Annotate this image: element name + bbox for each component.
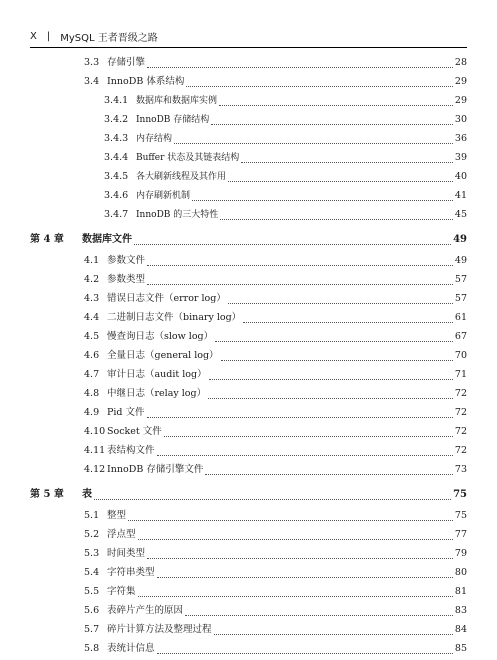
toc-entry[interactable] — [0, 253, 497, 269]
toc-title: 字符集 — [107, 586, 136, 597]
toc-title: InnoDB 存储引擎文件 — [107, 464, 204, 475]
toc-page-number: 85 — [454, 643, 467, 654]
toc-number: 5.1 — [84, 510, 100, 521]
toc-title: 数据库文件 — [82, 234, 132, 245]
toc-leader-dots — [157, 577, 453, 578]
toc-leader-dots — [228, 181, 453, 182]
toc-entry[interactable] — [0, 112, 497, 128]
toc-page-number: 61 — [454, 312, 467, 323]
toc-page-number: 75 — [453, 489, 467, 500]
toc-number: 5.3 — [84, 548, 100, 559]
toc-leader-dots — [214, 634, 453, 635]
toc-number: 3.4 — [84, 76, 100, 87]
toc-page-number: 79 — [454, 548, 467, 559]
toc-number: 4.9 — [84, 407, 100, 418]
header-separator: | — [46, 30, 51, 42]
toc-title: 慢查询日志（slow log） — [107, 331, 214, 342]
toc-entry[interactable] — [0, 508, 497, 524]
toc-entry[interactable] — [0, 443, 497, 459]
header-rule — [30, 47, 467, 48]
toc-leader-dots — [147, 284, 453, 285]
toc-number: 5.8 — [84, 643, 100, 654]
toc-number: 4.6 — [84, 350, 100, 361]
toc-number: 3.4.3 — [104, 133, 129, 144]
toc-number: 4.11 — [84, 445, 106, 456]
toc-page-number: 39 — [454, 152, 467, 163]
toc-number: 4.7 — [84, 369, 100, 380]
toc-title: 整型 — [107, 510, 127, 521]
toc-page-number: 49 — [453, 234, 467, 245]
toc-number: 4.10 — [84, 426, 106, 437]
toc-entry[interactable] — [0, 55, 497, 71]
page-marker: X — [30, 30, 37, 42]
toc-number: 4.8 — [84, 388, 100, 399]
toc-entry[interactable] — [0, 584, 497, 600]
toc-title: InnoDB 存储结构 — [136, 115, 210, 125]
book-title: MySQL 王者晋级之路 — [60, 32, 158, 44]
toc-number: 第 5 章 — [30, 489, 64, 500]
toc-title: 内存结构 — [136, 134, 173, 144]
toc-page-number: 71 — [454, 369, 467, 380]
toc-page-number: 28 — [454, 57, 467, 68]
toc-title: 数据库和数据库实例 — [136, 96, 218, 106]
toc-title: 表碎片产生的原因 — [107, 605, 184, 616]
toc-entry[interactable] — [0, 93, 497, 109]
toc-entry[interactable] — [0, 424, 497, 440]
toc-entry[interactable] — [0, 348, 497, 364]
toc-title: InnoDB 的三大特性 — [136, 210, 219, 220]
toc-page-number: 29 — [454, 95, 467, 106]
toc-entry[interactable] — [0, 272, 497, 288]
toc-leader-dots — [157, 455, 453, 456]
toc-leader-dots — [228, 303, 453, 304]
toc-page-number: 36 — [454, 133, 467, 144]
toc-number: 4.5 — [84, 331, 100, 342]
toc-page-number: 80 — [454, 567, 467, 578]
toc-page-number: 75 — [454, 510, 467, 521]
toc-number: 5.5 — [84, 586, 100, 597]
toc-chapter[interactable] — [0, 232, 497, 248]
toc-leader-dots — [157, 653, 453, 654]
toc-page-number: 72 — [454, 388, 467, 399]
toc-leader-dots — [243, 322, 453, 323]
toc-title: 表结构文件 — [107, 445, 155, 456]
toc-page-number: 49 — [454, 255, 467, 266]
toc-entry[interactable] — [0, 565, 497, 581]
toc-title: 中继日志（relay log） — [107, 388, 207, 399]
toc-entry[interactable] — [0, 405, 497, 421]
toc-entry[interactable] — [0, 462, 497, 478]
toc-page-number: 67 — [454, 331, 467, 342]
toc-leader-dots — [128, 520, 453, 521]
toc-page-number: 57 — [454, 293, 467, 304]
toc-title: 二进制日志文件（binary log） — [107, 312, 242, 323]
toc-title: Pid 文件 — [107, 407, 145, 418]
toc-leader-dots — [138, 596, 453, 597]
toc-entry[interactable] — [0, 367, 497, 383]
toc-leader-dots — [215, 341, 453, 342]
page-header — [30, 27, 467, 45]
toc-leader-dots — [208, 398, 453, 399]
toc-entry[interactable] — [0, 386, 497, 402]
toc-entry[interactable] — [0, 329, 497, 345]
toc-title: 存储引擎 — [107, 57, 146, 68]
toc-title: 碎片计算方法及整理过程 — [107, 624, 212, 635]
toc-leader-dots — [147, 558, 453, 559]
toc-leader-dots — [138, 539, 453, 540]
toc-title: Buffer 状态及其链表结构 — [136, 153, 240, 163]
toc-number: 第 4 章 — [30, 234, 64, 245]
toc-page-number: 45 — [454, 209, 467, 220]
toc-leader-dots — [186, 86, 453, 87]
toc-page-number: 72 — [454, 445, 467, 456]
toc-entry[interactable] — [0, 527, 497, 543]
toc-leader-dots — [220, 219, 453, 220]
toc-leader-dots — [185, 615, 453, 616]
toc-number: 4.1 — [84, 255, 100, 266]
toc-number: 3.3 — [84, 57, 100, 68]
toc-entry[interactable] — [0, 291, 497, 307]
toc-chapter[interactable] — [0, 487, 497, 503]
toc-entry[interactable] — [0, 74, 497, 90]
toc-title: 内存刷新机制 — [136, 191, 191, 201]
toc-entry[interactable] — [0, 207, 497, 223]
toc-number: 3.4.6 — [104, 190, 129, 201]
toc-title: 审计日志（audit log） — [107, 369, 207, 380]
toc-page-number: 73 — [454, 464, 467, 475]
toc-title: Socket 文件 — [107, 426, 162, 437]
toc-title: 错误日志文件（error log） — [107, 293, 226, 304]
toc-number: 4.4 — [84, 312, 100, 323]
toc-leader-dots — [221, 360, 453, 361]
toc-page-number: 84 — [454, 624, 467, 635]
toc-entry[interactable] — [0, 310, 497, 326]
toc-title: 浮点型 — [107, 529, 136, 540]
toc-page-number: 72 — [454, 426, 467, 437]
toc-entry[interactable] — [0, 546, 497, 562]
toc-number: 5.6 — [84, 605, 100, 616]
toc-leader-dots — [241, 162, 453, 163]
toc-leader-dots — [134, 244, 451, 245]
toc-leader-dots — [211, 124, 453, 125]
toc-entry[interactable] — [0, 622, 497, 638]
toc-page-number: 29 — [454, 76, 467, 87]
toc-title: 参数文件 — [107, 255, 146, 266]
toc-number: 3.4.7 — [104, 209, 129, 220]
toc-page-number: 70 — [454, 350, 467, 361]
toc-leader-dots — [94, 499, 451, 500]
toc-leader-dots — [147, 67, 453, 68]
toc-number: 3.4.1 — [104, 95, 129, 106]
toc-entry[interactable] — [0, 131, 497, 147]
toc-title: 参数类型 — [107, 274, 146, 285]
toc-entry[interactable] — [0, 150, 497, 166]
toc-title: 字符串类型 — [107, 567, 155, 578]
toc-number: 4.2 — [84, 274, 100, 285]
toc-number: 4.3 — [84, 293, 100, 304]
toc-number: 4.12 — [84, 464, 106, 475]
toc-leader-dots — [192, 200, 453, 201]
toc-entry[interactable] — [0, 603, 497, 619]
toc-entry[interactable] — [0, 188, 497, 204]
toc-page-number: 77 — [454, 529, 467, 540]
toc-leader-dots — [219, 105, 453, 106]
toc-page-number: 81 — [454, 586, 467, 597]
toc-page-number: 41 — [454, 190, 467, 201]
toc-page-number: 40 — [454, 171, 467, 182]
toc-leader-dots — [164, 436, 453, 437]
toc-title: 表统计信息 — [107, 643, 155, 654]
toc-title: InnoDB 体系结构 — [107, 76, 185, 87]
toc-title: 表 — [82, 489, 92, 500]
toc-leader-dots — [147, 265, 453, 266]
toc-leader-dots — [174, 143, 453, 144]
toc-page-number: 30 — [454, 114, 467, 125]
toc-number: 3.4.5 — [104, 171, 129, 182]
toc-leader-dots — [205, 474, 453, 475]
toc-number: 3.4.2 — [104, 114, 129, 125]
toc-leader-dots — [147, 417, 453, 418]
toc-title: 全量日志（general log） — [107, 350, 219, 361]
toc-page-number: 72 — [454, 407, 467, 418]
toc-title: 各大刷新线程及其作用 — [136, 172, 227, 182]
toc-page-number: 57 — [454, 274, 467, 285]
toc-entry[interactable] — [0, 641, 497, 657]
toc-page-number: 83 — [454, 605, 467, 616]
toc-number: 5.4 — [84, 567, 100, 578]
toc-entry[interactable] — [0, 169, 497, 185]
toc-number: 5.2 — [84, 529, 100, 540]
toc-leader-dots — [209, 379, 453, 380]
toc-number: 5.7 — [84, 624, 100, 635]
toc-title: 时间类型 — [107, 548, 146, 559]
toc-number: 3.4.4 — [104, 152, 129, 163]
